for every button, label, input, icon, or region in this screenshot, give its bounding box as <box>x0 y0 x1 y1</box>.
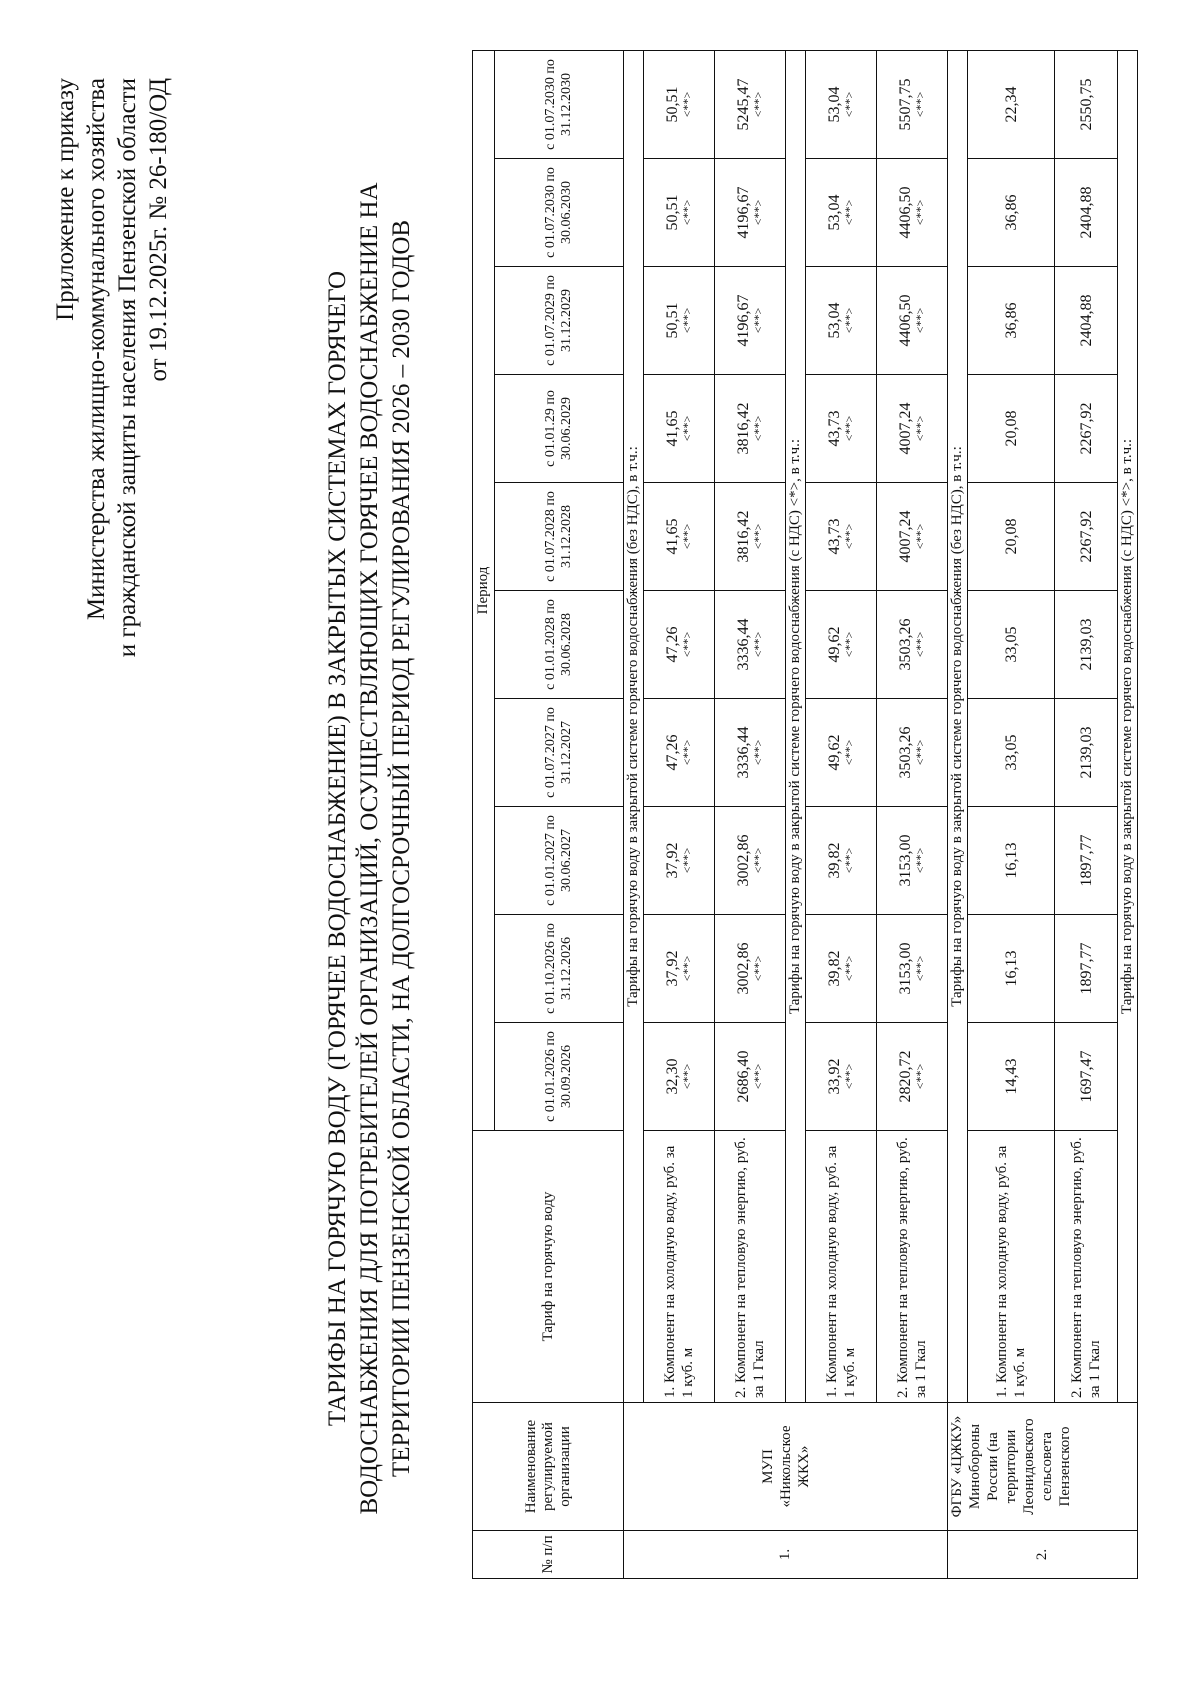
tariff-value: 2550,75 <box>1077 78 1095 131</box>
footnote-mark: <**> <box>680 91 694 118</box>
tariff-value: 5245,47 <box>735 78 752 131</box>
row-number: 1. <box>624 1531 948 1579</box>
footnote-mark: <**> <box>680 739 694 766</box>
tariff-value: 39,82 <box>826 950 843 987</box>
section-heading: Тарифы на горячую воду в закрытой системе горячего водоснабжения (с НДС) <*>, в т.ч.: <box>1118 51 1138 1403</box>
tariff-value: 49,62 <box>826 734 843 771</box>
tariff-value-cell <box>968 267 1055 375</box>
tariff-value-cell <box>806 915 877 1023</box>
footnote-mark: <**> <box>842 739 856 766</box>
tariff-value-cell <box>644 375 715 483</box>
tariff-value-cell <box>715 159 786 267</box>
tariff-value-cell <box>806 807 877 915</box>
footnote-mark: <**> <box>751 307 765 334</box>
section-heading: Тарифы на горячую воду в закрытой системе горячего водоснабжения (без НДС), в т.ч.: <box>948 51 968 1403</box>
footnote-mark: <**> <box>751 847 765 874</box>
tariff-table <box>472 50 1138 1579</box>
tariff-value: 33,05 <box>1002 626 1020 663</box>
period-header: с 01.01.2026 по 30.09.2026 <box>495 1023 624 1131</box>
tariff-value-cell <box>644 807 715 915</box>
tariff-value-cell <box>877 591 948 699</box>
header-organization: Наименование регулируемой организации <box>473 1403 624 1531</box>
footnote-mark: <**> <box>842 199 856 226</box>
footnote-mark: <**> <box>842 847 856 874</box>
tariff-value: 1697,47 <box>1077 1050 1095 1103</box>
tariff-value-cell <box>806 591 877 699</box>
tariff-value: 2686,40 <box>735 1050 752 1103</box>
tariff-value: 4196,67 <box>735 294 752 347</box>
tariff-value-cell <box>1055 375 1118 483</box>
organization-name: МУП «Никольское ЖКХ» <box>624 1403 948 1531</box>
tariff-value-cell <box>1055 699 1118 807</box>
tariff-value-cell <box>877 159 948 267</box>
tariff-value-cell <box>715 267 786 375</box>
tariff-value-cell <box>806 1023 877 1131</box>
tariff-value-cell <box>968 375 1055 483</box>
tariff-value-cell <box>715 375 786 483</box>
footnote-mark: <**> <box>751 415 765 442</box>
period-header: с 01.01.2027 по 30.06.2027 <box>495 807 624 915</box>
component-label: 2. Компонент на тепловую энергию, руб. за 1 Гкал <box>877 1131 948 1403</box>
tariff-value: 4196,67 <box>735 186 752 239</box>
tariff-value: 2404,88 <box>1077 186 1095 239</box>
appendix-line: от 19.12.2025г. № 26-180/ОД <box>145 78 172 382</box>
footnote-mark: <**> <box>913 523 927 550</box>
footnote-mark: <**> <box>842 1063 856 1090</box>
footnote-mark: <**> <box>751 955 765 982</box>
tariff-value: 4007,24 <box>897 402 914 455</box>
tariff-value: 3503,26 <box>897 726 914 779</box>
tariff-value-cell <box>877 699 948 807</box>
footnote-mark: <**> <box>751 631 765 658</box>
footnote-mark: <**> <box>913 307 927 334</box>
tariff-value-cell <box>644 483 715 591</box>
tariff-value: 3153,00 <box>897 834 914 887</box>
tariff-value: 50,51 <box>664 194 681 231</box>
tariff-value-cell <box>644 1023 715 1131</box>
tariff-value: 37,92 <box>664 842 681 879</box>
document-title <box>322 70 418 1627</box>
tariff-value-cell <box>715 483 786 591</box>
footnote-mark: <**> <box>913 739 927 766</box>
footnote-mark: <**> <box>680 631 694 658</box>
footnote-mark: <**> <box>913 955 927 982</box>
footnote-mark: <**> <box>913 199 927 226</box>
tariff-value: 53,04 <box>826 194 843 231</box>
component-label: 2. Компонент на тепловую энергию, руб. за 1 Гкал <box>715 1131 786 1403</box>
title-line: ВОДОСНАБЖЕНИЯ ДЛЯ ПОТРЕБИТЕЛЕЙ ОРГАНИЗАЦИЙ, ОСУЩЕСТВЛЯЮЩИХ ГОРЯЧЕЕ ВОДОСНАБЖЕНИЕ НА <box>356 182 383 1515</box>
row-number: 2. <box>948 1531 1138 1579</box>
footnote-mark: <**> <box>680 199 694 226</box>
tariff-value-cell <box>968 159 1055 267</box>
tariff-value-cell <box>806 699 877 807</box>
tariff-value: 22,34 <box>1002 86 1020 123</box>
tariff-value-cell <box>1055 1023 1118 1131</box>
footnote-mark: <**> <box>842 955 856 982</box>
tariff-value-cell <box>715 915 786 1023</box>
table-row <box>1055 51 1118 1579</box>
tariff-value: 33,92 <box>826 1058 843 1095</box>
appendix-line: Министерства жилищно-коммунального хозяйства <box>83 78 110 621</box>
tariff-value: 49,62 <box>826 626 843 663</box>
tariff-value: 53,04 <box>826 302 843 339</box>
component-label: 2. Компонент на тепловую энергию, руб. за 1 Гкал <box>1055 1131 1118 1403</box>
footnote-mark: <**> <box>680 307 694 334</box>
tariff-value: 50,51 <box>664 86 681 123</box>
period-header: с 01.01.29 по 30.06.2029 <box>495 375 624 483</box>
period-header: с 01.07.2028 по 31.12.2028 <box>495 483 624 591</box>
table-row <box>877 51 948 1579</box>
tariff-value: 37,92 <box>664 950 681 987</box>
tariff-value-cell <box>968 807 1055 915</box>
tariff-value-cell <box>806 159 877 267</box>
tariff-value-cell <box>968 1023 1055 1131</box>
tariff-value-cell <box>644 591 715 699</box>
footnote-mark: <**> <box>680 955 694 982</box>
section-heading: Тарифы на горячую воду в закрытой системе горячего водоснабжения (без НДС), в т.ч.: <box>624 51 644 1403</box>
tariff-value-cell <box>1055 159 1118 267</box>
tariff-value-cell <box>968 915 1055 1023</box>
period-header: с 01.07.2030 по 31.12.2030 <box>495 51 624 159</box>
period-header: с 01.01.2028 по 30.06.2028 <box>495 591 624 699</box>
tariff-value-cell <box>877 267 948 375</box>
tariff-value: 33,05 <box>1002 734 1020 771</box>
tariff-value: 47,26 <box>664 734 681 771</box>
footnote-mark: <**> <box>842 307 856 334</box>
tariff-value: 3153,00 <box>897 942 914 995</box>
tariff-value-cell <box>1055 591 1118 699</box>
period-header: с 01.07.2027 по 31.12.2027 <box>495 699 624 807</box>
tariff-value: 1897,77 <box>1077 942 1095 995</box>
tariff-value-cell <box>715 807 786 915</box>
tariff-value-cell <box>877 375 948 483</box>
tariff-value: 50,51 <box>664 302 681 339</box>
footnote-mark: <**> <box>751 199 765 226</box>
tariff-value: 4406,50 <box>897 294 914 347</box>
tariff-value: 41,65 <box>664 410 681 447</box>
period-header: с 01.07.2029 по 31.12.2029 <box>495 267 624 375</box>
organization-name-title: ФГБУ «ЦЖКУ» <box>949 1415 965 1518</box>
tariff-value-cell <box>644 699 715 807</box>
tariff-value-cell <box>644 915 715 1023</box>
tariff-value-cell <box>1055 267 1118 375</box>
tariff-value-cell <box>968 51 1055 159</box>
table-row <box>644 51 715 1579</box>
component-label: 1. Компонент на холодную воду, руб. за 1 куб. м <box>968 1131 1055 1403</box>
table-row <box>968 51 1055 1579</box>
tariff-value-cell <box>644 267 715 375</box>
title-line: ТЕРРИТОРИИ ПЕНЗЕНСКОЙ ОБЛАСТИ, НА ДОЛГОСРОЧНЫЙ ПЕРИОД РЕГУЛИРОВАНИЯ 2026 – 2030 ГОДОВ <box>388 219 415 1478</box>
tariff-value-cell <box>1055 915 1118 1023</box>
tariff-value: 2139,03 <box>1077 618 1095 671</box>
tariff-value-cell <box>877 915 948 1023</box>
period-header: с 01.10.2026 по 31.12.2026 <box>495 915 624 1023</box>
tariff-value: 2267,92 <box>1077 402 1095 455</box>
tariff-value: 3816,42 <box>735 402 752 455</box>
tariff-value: 2139,03 <box>1077 726 1095 779</box>
tariff-value: 16,13 <box>1002 842 1020 879</box>
tariff-value: 4007,24 <box>897 510 914 563</box>
tariff-value: 5507,75 <box>897 78 914 131</box>
footnote-mark: <**> <box>842 91 856 118</box>
appendix-line: и гражданской защиты населения Пензенской области <box>114 78 141 658</box>
appendix-line: Приложение к приказу <box>52 78 79 321</box>
tariff-value-cell <box>877 483 948 591</box>
tariff-value-cell <box>877 807 948 915</box>
header-number: № п/п <box>473 1531 624 1579</box>
tariff-value-cell <box>1055 483 1118 591</box>
tariff-value: 3002,86 <box>735 834 752 887</box>
tariff-value: 2404,88 <box>1077 294 1095 347</box>
tariff-value-cell <box>968 483 1055 591</box>
tariff-value: 3816,42 <box>735 510 752 563</box>
footnote-mark: <**> <box>680 415 694 442</box>
tariff-value: 2820,72 <box>897 1050 914 1103</box>
tariff-value-cell <box>1055 807 1118 915</box>
tariff-value-cell <box>968 699 1055 807</box>
tariff-value-cell <box>877 51 948 159</box>
title-line: ТАРИФЫ НА ГОРЯЧУЮ ВОДУ (ГОРЯЧЕЕ ВОДОСНАБЖЕНИЕ) В ЗАКРЫТЫХ СИСТЕМАХ ГОРЯЧЕГО <box>324 270 351 1427</box>
footnote-mark: <**> <box>842 631 856 658</box>
tariff-value-cell <box>806 51 877 159</box>
tariff-value: 16,13 <box>1002 950 1020 987</box>
footnote-mark: <**> <box>913 631 927 658</box>
footnote-mark: <**> <box>751 739 765 766</box>
tariff-value: 4406,50 <box>897 186 914 239</box>
footnote-mark: <**> <box>842 415 856 442</box>
component-label: 1. Компонент на холодную воду, руб. за 1 куб. м <box>644 1131 715 1403</box>
tariff-value: 20,08 <box>1002 410 1020 447</box>
organization-name <box>948 1403 1138 1531</box>
tariff-value: 2267,92 <box>1077 510 1095 563</box>
tariff-value-cell <box>806 267 877 375</box>
tariff-value: 47,26 <box>664 626 681 663</box>
footnote-mark: <**> <box>680 1063 694 1090</box>
tariff-value-cell <box>644 159 715 267</box>
tariff-value: 41,65 <box>664 518 681 555</box>
tariff-value: 36,86 <box>1002 194 1020 231</box>
tariff-value-cell <box>806 483 877 591</box>
footnote-mark: <**> <box>751 523 765 550</box>
tariff-value-cell <box>968 591 1055 699</box>
footnote-mark: <**> <box>913 415 927 442</box>
tariff-value: 3336,44 <box>735 618 752 671</box>
tariff-value: 1897,77 <box>1077 834 1095 887</box>
appendix-note <box>50 78 174 657</box>
footnote-mark: <**> <box>680 847 694 874</box>
tariff-value: 39,82 <box>826 842 843 879</box>
tariff-value-cell <box>877 1023 948 1131</box>
tariff-value-cell <box>715 51 786 159</box>
tariff-value: 43,73 <box>826 410 843 447</box>
footnote-mark: <**> <box>913 91 927 118</box>
tariff-value-cell <box>644 51 715 159</box>
tariff-value-cell <box>715 591 786 699</box>
footnote-mark: <**> <box>680 523 694 550</box>
footnote-mark: <**> <box>751 1063 765 1090</box>
footnote-mark: <**> <box>842 523 856 550</box>
header-tariff: Тариф на горячую воду <box>473 1131 624 1403</box>
period-header: с 01.07.2030 по 30.06.2030 <box>495 159 624 267</box>
tariff-value-cell <box>715 699 786 807</box>
tariff-value: 20,08 <box>1002 518 1020 555</box>
footnote-mark: <**> <box>913 1063 927 1090</box>
tariff-value: 14,43 <box>1002 1058 1020 1095</box>
tariff-value: 3503,26 <box>897 618 914 671</box>
tariff-value-cell <box>715 1023 786 1131</box>
tariff-value: 3336,44 <box>735 726 752 779</box>
tariff-value-cell <box>806 375 877 483</box>
footnote-mark: <**> <box>751 91 765 118</box>
tariff-value: 36,86 <box>1002 302 1020 339</box>
tariff-value: 43,73 <box>826 518 843 555</box>
table-row <box>715 51 786 1579</box>
tariff-value: 32,30 <box>664 1058 681 1095</box>
header-period: Период <box>473 51 495 1131</box>
organization-name-rest: Минобороны России (на территории Леонидовского сельсовета Пензенского <box>967 1418 1073 1515</box>
tariff-value-cell <box>1055 51 1118 159</box>
tariff-value: 53,04 <box>826 86 843 123</box>
footnote-mark: <**> <box>913 847 927 874</box>
component-label: 1. Компонент на холодную воду, руб. за 1 куб. м <box>806 1131 877 1403</box>
section-heading: Тарифы на горячую воду в закрытой системе горячего водоснабжения (с НДС) <*>, в т.ч.: <box>786 51 806 1403</box>
tariff-value: 3002,86 <box>735 942 752 995</box>
table-row <box>806 51 877 1579</box>
